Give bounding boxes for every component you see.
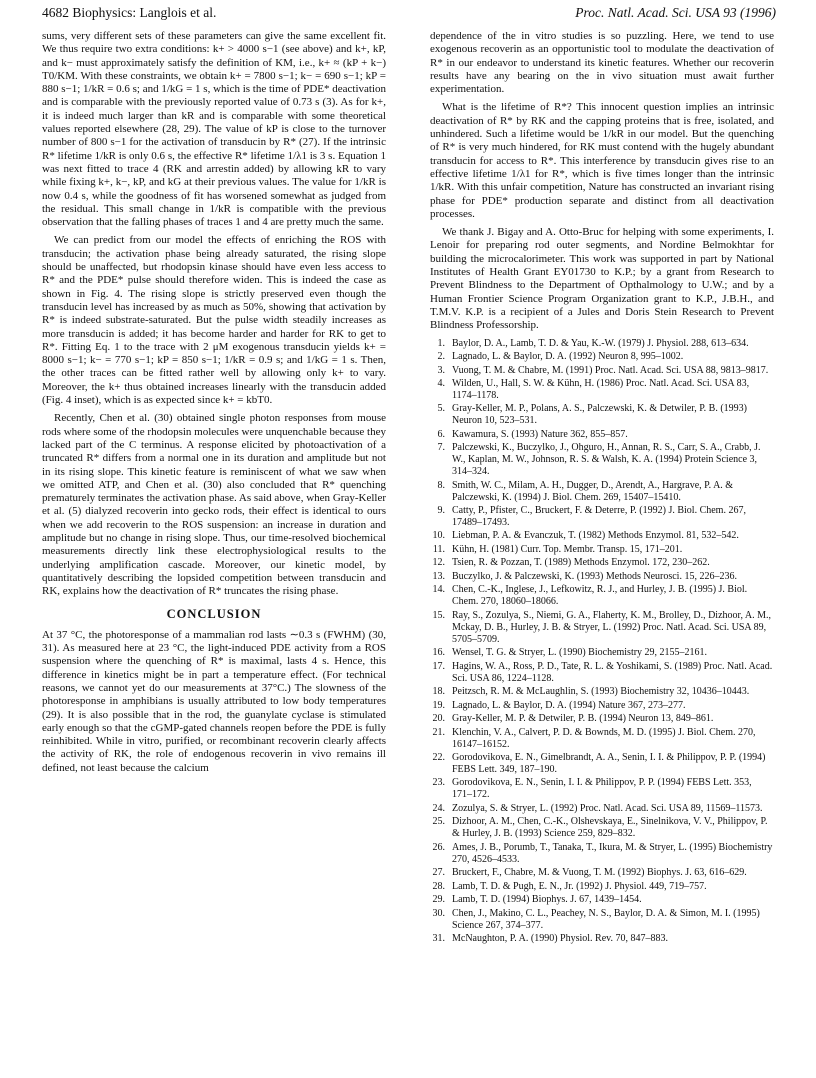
reference-item <box>430 686 774 698</box>
paragraph: At 37 °C, the photoresponse of a mammalian rod lasts ∼0.3 s (FWHM) (30, 31). As measured here at 23 °C, the light-induced PDE activity from a ROS suspension where the quenching of R* is maximal, lasts 4 s. Hence, this difference in kinetics might be in part a temperature effect. (For technical reasons, we cannot yet do our measurements at 37°C.) The slowness of the photoresponse in amphibians is usually attributed to low body temperatures (29). It is also possible that in the rod, the guanylate cyclase is stimulated early enough so that the cGMP-gated channels reopen before the PDE is fully reinhibited. While in vitro, purified, or recombinant recoverin clearly affects the activity of RK, the role of endogenous recoverin in vivo remains ill defined, not least because the calcium <box>42 628 386 774</box>
reference-number: 6. <box>437 428 445 440</box>
reference-text: Zozulya, S. & Stryer, L. (1992) Proc. Natl. Acad. Sci. USA 89, 11569–11573. <box>452 802 763 814</box>
reference-number: 26. <box>432 841 445 853</box>
reference-text: Peitzsch, R. M. & McLaughlin, S. (1993) Biochemistry 32, 10436–10443. <box>452 686 750 698</box>
reference-number: 29. <box>432 894 445 906</box>
reference-number: 3. <box>437 364 445 376</box>
header-left: 4682 Biophysics: Langlois et al. <box>42 5 217 20</box>
reference-number: 20. <box>432 713 445 725</box>
reference-text: Chen, C.-K., Inglese, J., Lefkowitz, R. J., and Hurley, J. B. (1995) J. Biol. Chem. 270, 18060–18066. <box>452 584 748 608</box>
reference-text: McNaughton, P. A. (1990) Physiol. Rev. 70, 847–883. <box>452 933 669 945</box>
reference-number: 24. <box>432 802 445 814</box>
reference-text: Lamb, T. D. (1994) Biophys. J. 67, 1439–1454. <box>452 894 642 906</box>
reference-number: 13. <box>432 570 445 582</box>
reference-text: Wilden, U., Hall, S. W. & Kühn, H. (1986) Proc. Natl. Acad. Sci. USA 83, 1174–1178. <box>452 378 750 401</box>
reference-item <box>430 544 774 556</box>
reference-list <box>430 338 774 945</box>
reference-item <box>430 713 774 725</box>
reference-number: 21. <box>432 726 445 738</box>
reference-item <box>430 933 774 945</box>
reference-text: Kawamura, S. (1993) Nature 362, 855–857. <box>452 428 628 440</box>
reference-number: 19. <box>432 699 445 711</box>
reference-text: Lagnado, L. & Baylor, D. A. (1992) Neuron 8, 995–1002. <box>452 351 684 363</box>
right-column <box>430 30 774 947</box>
reference-item <box>430 338 774 350</box>
reference-number: 16. <box>432 647 445 659</box>
reference-item <box>430 584 774 608</box>
reference-number: 2. <box>437 351 445 363</box>
reference-text: Catty, P., Pfister, C., Bruckert, F. & Deterre, P. (1992) J. Biol. Chem. 267, 17489–17493. <box>452 505 746 528</box>
reference-text: Klenchin, V. A., Calvert, P. D. & Bownds, M. D. (1995) J. Biol. Chem. 270, 16147–16152. <box>452 726 756 750</box>
reference-item <box>430 647 774 659</box>
reference-item <box>430 752 774 776</box>
reference-text: Tsien, R. & Pozzan, T. (1989) Methods Enzymol. 172, 230–262. <box>452 557 710 569</box>
reference-text: Gray-Keller, M. P., Polans, A. S., Palczewski, K. & Detwiler, P. B. (1993) Neuron 10, 523–531. <box>452 403 748 427</box>
reference-item <box>430 571 774 583</box>
left-column <box>42 30 386 780</box>
reference-number: 12. <box>432 557 445 569</box>
reference-number: 27. <box>432 867 445 879</box>
reference-item <box>430 505 774 529</box>
reference-text: Ames, J. B., Porumb, T., Tanaka, T., Ikura, M. & Stryer, L. (1995) Biochemistry 270, 4526–4533. <box>452 841 773 865</box>
reference-text: Palczewski, K., Buczylko, J., Ohguro, H., Annan, R. S., Carr, S. A., Crabb, J. W., Kaplan, M. W., Johnson, R. S. & Walsh, K. A. (1994) Protein Science 3, 314–324. <box>452 442 761 478</box>
reference-text: Ray, S., Zozulya, S., Niemi, G. A., Flaherty, K. M., Brolley, D., Dizhoor, A. M., Mckay, D. B., Hurley, J. B. & Stryer, L. (1992) Proc. Natl. Acad. Sci. USA 89, 5705–5709. <box>452 609 772 645</box>
reference-item <box>430 727 774 751</box>
reference-text: Gray-Keller, M. P. & Detwiler, P. B. (1994) Neuron 13, 849–861. <box>452 713 714 725</box>
paragraph: We can predict from our model the effects of enriching the ROS with transducin; the activation phase being already saturated, the rising slope should be unaffected, but rhodopsin kinase should have even less access to R* and the PDE* pulse should therefore widen. This is indeed the case as shown in Fig. 4. The rising slope is strictly preserved even though the transducin level has increased by as much as 50%, showing that activation by R* is indeed substrate-saturated. But the pulse width steadily increases as more transducin is added; it has become harder and harder for RK to get to R*. Fitting Eq. 1 to the trace with 2 μM exogenous transducin yields k+ = 8000 s−1; k− = 770 s−1; kP = 850 s−1; 1/kR = 0.9 s; and 1/kG = 1 s. Then, the other traces can be fitted rather well by allowing only k+ to vary. Moreover, the k+ thus obtained increases linearly with the transducin added (Fig. 4 inset), which is as expected since k+ = kbT0. <box>42 234 386 407</box>
reference-item <box>430 908 774 932</box>
paragraph: Recently, Chen et al. (30) obtained single photon responses from mouse rods where some of the rhodopsin molecules were unquenchable because they lacked part of the C terminus. A response elicited by photoactivation of a truncated R* differs from a normal one in its duration and amplitude but not in its rising slope. This kinetic feature is reminiscent of what we saw when we omitted ATP, and Chen et al. (30) also concluded that R* quenching prematurely terminates the activation phase. As said above, when Gray-Keller et al. (5) dialyzed recoverin into gecko rods, their effect is identical to ours when we add recoverin to the ROS suspension: an increase in duration and amplitude but no change in rising slope. Thus, our time-resolved biochemical measurements directly link these electrophysiological results to the underlying amplification cascade. Moreover, our kinetic model, by quantitatively describing the lopsided competition between transducin and RK, explains how the deactivation of R* truncates the rising phase. <box>42 412 386 598</box>
reference-item <box>430 365 774 377</box>
paragraph: sums, very different sets of these parameters can give the same excellent fit. We thus require two extra conditions: k+ > 4000 s−1 (see above) and k+, kP, and k− must approximately satisfy the definition of KM, i.e., k+ ≈ (kP + k−) T0/KM. With these constraints, we obtain k+ = 7800 s−1; k− = 690 s−1; kP = 880 s−1; 1/kR = 0.6 s; and 1/kG = 1 s, which is the time of PDE* deactivation and is comparable with the previously reported value of 0.73 s (3). As for k+, it is indeed much larger than kR and is comparable with some theoretical values reported elsewhere (28, 29). The value of kP is close to the turnover number of 800 s−1 for the activation of transducin by R* (27). If the intrinsic R* lifetime 1/kR is only 0.6 s, the effective R* lifetime 1/λ1 is 3 s. Equation 1 was next fitted to trace 4 (RK and arrestin added) by allowing kR to vary while fixing k+, k−, kP, and kG at their previous values. The value for 1/kR is now 0.4 s, while the goodness of fit has worsened somewhat as judged from the residual. This small change in 1/kR is compatible with the previous observation that the falling phases of traces 1 and 4 are pretty much the same. <box>42 30 386 229</box>
reference-text: Buczylko, J. & Palczewski, K. (1993) Methods Neurosci. 15, 226–236. <box>452 570 737 582</box>
reference-item <box>430 530 774 542</box>
reference-item <box>430 777 774 801</box>
reference-number: 31. <box>432 933 445 945</box>
reference-item <box>430 700 774 712</box>
reference-number: 7. <box>437 442 445 454</box>
reference-number: 8. <box>437 479 445 491</box>
header-right: Proc. Natl. Acad. Sci. USA 93 (1996) <box>575 5 776 20</box>
reference-number: 11. <box>432 543 445 555</box>
reference-item <box>430 894 774 906</box>
reference-number: 5. <box>437 403 445 415</box>
paragraph: What is the lifetime of R*? This innocent question implies an intrinsic deactivation of R* by RK and the capping proteins that is free, isolated, and unhindered. Such a lifetime would be 1/kR in our model. But the quenching of R* is very much hindered, for RK must contend with the hugely abundant transducin for access to R*. This interference by transducin gives rise to an effective lifetime 1/λ1 for R*, which is five times longer than the intrinsic 1/kR. With this unfair competition, Nature has constructed an invariant rising phase for PDE* production separate and distinct from all deactivation processes. <box>430 101 774 220</box>
reference-number: 9. <box>437 505 445 517</box>
reference-item <box>430 803 774 815</box>
reference-item <box>430 403 774 427</box>
reference-text: Baylor, D. A., Lamb, T. D. & Yau, K.-W. (1979) J. Physiol. 288, 613–634. <box>452 337 749 349</box>
reference-text: Wensel, T. G. & Stryer, L. (1990) Biochemistry 29, 2155–2161. <box>452 647 708 659</box>
reference-number: 30. <box>432 907 445 919</box>
reference-number: 14. <box>432 584 445 596</box>
reference-number: 25. <box>432 816 445 828</box>
paragraph: dependence of the in vitro studies is so puzzling. Here, we tend to use exogenous recoverin as an opportunistic tool to modulate the deactivation of R* in our endeavor to understand its kinetic features. Whether our recoverin results have any bearing on the in vivo situation must await further experimentation. <box>430 30 774 96</box>
reference-number: 4. <box>437 378 445 390</box>
reference-text: Chen, J., Makino, C. L., Peachey, N. S., Baylor, D. A. & Simon, M. I. (1995) Science 267, 374–377. <box>452 907 760 931</box>
acknowledgment: We thank J. Bigay and A. Otto-Bruc for helping with some experiments, I. Lenoir for preparing rod outer segments, and Nordine Belmokhtar for building the microcalorimeter. This work was supported in part by National Institutes of Health Grant EY01730 to K.P.; by a grant from Research to Prevent Blindness to the Department of Opthalmology to U.W.; and by a Human Frontier Science Program Organization grant to K.P., J.B.H., and T.M.V. K.P. is a recipient of a Jules and Doris Stein Research to Prevent Blindness Professorship. <box>430 226 774 332</box>
reference-text: Gorodovikova, E. N., Senin, I. I. & Philippov, P. P. (1994) FEBS Lett. 353, 171–172. <box>452 777 752 801</box>
reference-item <box>430 816 774 840</box>
reference-text: Kühn, H. (1981) Curr. Top. Membr. Transp. 15, 171–201. <box>452 543 683 555</box>
reference-item <box>430 557 774 569</box>
reference-number: 22. <box>432 752 445 763</box>
reference-number: 17. <box>432 660 445 672</box>
reference-item <box>430 480 774 504</box>
reference-number: 28. <box>432 880 445 892</box>
reference-text: Vuong, T. M. & Chabre, M. (1991) Proc. Natl. Acad. Sci. USA 88, 9813–9817. <box>452 364 769 376</box>
reference-text: Liebman, P. A. & Evanczuk, T. (1982) Methods Enzymol. 81, 532–542. <box>452 530 739 542</box>
reference-text: Hagins, W. A., Ross, P. D., Tate, R. L. & Yoshikami, S. (1989) Proc. Natl. Acad. Sci. USA 86, 1224–1128. <box>452 660 773 684</box>
reference-text: Smith, W. C., Milam, A. H., Dugger, D., Arendt, A., Hargrave, P. A. & Palczewski, K. (1994) J. Biol. Chem. 269, 15407–15410. <box>452 479 734 503</box>
reference-item <box>430 442 774 478</box>
reference-text: Lamb, T. D. & Pugh, E. N., Jr. (1992) J. Physiol. 449, 719–757. <box>452 880 707 892</box>
reference-item <box>430 429 774 441</box>
reference-number: 15. <box>432 609 445 621</box>
reference-text: Bruckert, F., Chabre, M. & Vuong, T. M. (1992) Biophys. J. 63, 616–629. <box>452 867 747 879</box>
reference-text: Dizhoor, A. M., Chen, C.-K., Olshevskaya, E., Sinelnikova, V. V., Philippov, P. & Hurley, J. B. (1993) Science 259, 829–832. <box>452 816 768 840</box>
reference-text: Lagnado, L. & Baylor, D. A. (1994) Nature 367, 273–277. <box>452 699 686 711</box>
reference-number: 23. <box>432 777 445 789</box>
reference-item <box>430 661 774 685</box>
section-heading: CONCLUSION <box>166 607 262 622</box>
reference-number: 10. <box>432 530 445 542</box>
running-header <box>42 5 776 25</box>
reference-number: 18. <box>432 686 445 698</box>
reference-item <box>430 867 774 879</box>
reference-text: Gorodovikova, E. N., Gimelbrandt, A. A., Senin, I. I. & Philippov, P. P. (1994) FEBS Lett. 349, 187–190. <box>452 752 766 775</box>
reference-item <box>430 351 774 363</box>
reference-item <box>430 610 774 646</box>
reference-item <box>430 842 774 866</box>
reference-number: 1. <box>437 337 445 349</box>
reference-item <box>430 378 774 402</box>
reference-item <box>430 881 774 893</box>
